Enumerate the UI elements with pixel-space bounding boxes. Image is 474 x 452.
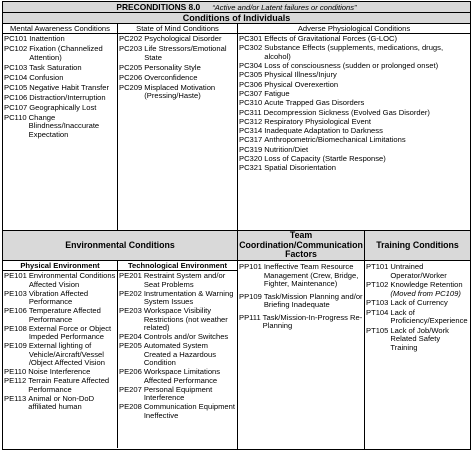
physical-list [3, 271, 117, 412]
item-code: PC205 [119, 62, 143, 72]
list-item [119, 64, 236, 73]
title-subtitle: “Active and/or Latent failures or conditions” [212, 3, 357, 12]
list-item [119, 45, 236, 62]
item-text: Loss of Capacity (Startle Response) [264, 154, 386, 164]
mind-header: State of Mind Conditions [118, 24, 237, 34]
item-text: External Force or Object Impeded Performance [28, 323, 112, 341]
list-item [119, 403, 236, 420]
item-code: PT105 [366, 325, 389, 335]
item-text: Temperature Affected Performance [28, 306, 101, 324]
list-item [4, 84, 116, 93]
item-text: Life Stressors/Emotional State [144, 44, 227, 62]
item-text: Spatial Disorientation [264, 163, 336, 173]
physical-header: Physical Environment [3, 261, 117, 271]
list-item [4, 395, 116, 412]
item-code: PE108 [4, 323, 27, 333]
item-code: PC209 [119, 82, 143, 92]
list-item [119, 84, 236, 101]
list-item [119, 35, 236, 44]
item-code: PC302 [239, 43, 263, 53]
list-item [239, 99, 469, 108]
item-text: Controls and/or Switches [143, 332, 229, 341]
item-text: Misplaced Motivation (Pressing/Haste) [144, 82, 216, 100]
item-code: PC321 [239, 163, 263, 173]
item-code: PE207 [119, 384, 142, 394]
list-item [239, 90, 469, 99]
item-code: PC103 [4, 62, 28, 72]
item-code: PC106 [4, 92, 28, 102]
item-text: Task/Mission Planning and/or Briefing Inadequate [263, 291, 363, 309]
item-code: PE112 [4, 376, 27, 385]
preconditions-table [2, 1, 471, 450]
item-text: Ineffective Team Resource Management (Crew, Bridge, Fighter, Maintenance) [263, 262, 359, 288]
item-code: PC319 [239, 144, 263, 154]
item-text: Respiratory Physiological Event [264, 116, 372, 126]
list-item [239, 109, 469, 118]
item-text: Overconfidence [144, 72, 198, 82]
item-code: PE106 [4, 306, 27, 315]
item-code: PE113 [4, 393, 27, 403]
item-text: Substance Effects (supplements, medications, drugs, alcohol) [264, 43, 444, 61]
team-column [238, 231, 365, 449]
list-item [239, 127, 469, 136]
item-text: Fatigue [264, 88, 290, 98]
item-text: Distraction/Interruption [29, 92, 106, 102]
item-text: Nutrition/Diet [264, 144, 309, 154]
item-text: Physical Overexertion [264, 79, 339, 89]
list-item [366, 309, 469, 326]
item-code: PP111 [239, 312, 261, 322]
list-item [239, 81, 469, 90]
item-text: Effects of Gravitational Forces (G-LOC) [264, 34, 398, 43]
list-item [239, 164, 469, 173]
item-text: Negative Habit Transfer [29, 82, 110, 92]
list-item [4, 74, 116, 83]
technological-list [118, 271, 237, 420]
item-text: Inattention [29, 34, 65, 43]
item-code: PE203 [119, 306, 142, 315]
item-code: PE103 [4, 288, 27, 298]
item-text: Workspace Visibility Restrictions (not weather related) [143, 306, 228, 332]
item-text: Automated System Created a Hazardous Condition [143, 341, 216, 367]
item-code: PP101 [239, 262, 262, 271]
individuals-header: Conditions of Individuals [3, 13, 470, 24]
item-code: PC102 [4, 44, 28, 53]
item-text: Geographically Lost [29, 102, 97, 112]
lower-section [3, 231, 470, 449]
item-text: Restraint System and/or Seat Problems [143, 271, 226, 289]
item-text: Anthropometric/Biomechanical Limitations [264, 135, 406, 145]
item-text: Loss of consciousness (sudden or prolonged onset) [264, 61, 439, 71]
item-code: PC314 [239, 126, 263, 136]
item-text: Lack of Job/Work Related Safety Training [390, 325, 449, 352]
item-code: PC206 [119, 72, 143, 82]
list-item [366, 281, 469, 298]
list-item [4, 35, 116, 44]
list-item [239, 118, 469, 127]
item-code: PC107 [4, 102, 28, 112]
list-item [239, 146, 469, 155]
item-note: (Moved from PC109) [390, 288, 461, 298]
mental-column [3, 24, 118, 230]
physio-column [238, 24, 470, 230]
item-code: PC310 [239, 98, 263, 108]
item-text: Psychological Disorder [144, 34, 222, 43]
environmental-header: Environmental Conditions [3, 231, 237, 261]
item-code: PE206 [119, 367, 142, 376]
item-code: PC301 [239, 34, 263, 43]
item-text: Change Blindness/Inaccurate Expectation [28, 112, 100, 139]
item-code: PC105 [4, 82, 28, 92]
item-code: PP109 [239, 291, 262, 301]
item-code: PC203 [119, 44, 143, 53]
mental-header: Mental Awareness Conditions [3, 24, 117, 34]
list-item [119, 290, 236, 307]
training-header: Training Conditions [365, 231, 470, 261]
item-text: Instrumentation & Warning System Issues [143, 288, 234, 306]
item-text: Confusion [29, 72, 64, 82]
list-item [119, 342, 236, 368]
item-code: PC311 [239, 107, 262, 117]
mental-list [3, 34, 117, 139]
item-code: PT102 [366, 280, 389, 289]
item-code: PC320 [239, 154, 263, 164]
list-item [239, 293, 363, 310]
team-header: Team Coordination/Communication Factors [239, 230, 363, 260]
training-column [365, 231, 470, 449]
list-item [4, 45, 116, 62]
table-title [3, 2, 470, 13]
item-text: Knowledge Retention (Moved from PC109) [390, 280, 463, 298]
technological-header: Technological Environment [118, 261, 237, 271]
item-text: Personal Equipment Interference [143, 384, 213, 402]
team-list [238, 261, 364, 331]
item-code: PC307 [239, 88, 263, 98]
physio-header: Adverse Physiological Conditions [238, 24, 470, 34]
list-item [4, 272, 116, 289]
item-code: PE205 [119, 341, 142, 350]
item-code: PE204 [119, 332, 142, 341]
list-item [239, 136, 469, 145]
list-item [239, 155, 469, 164]
item-code: PE101 [4, 271, 27, 280]
list-item [239, 35, 469, 44]
training-list [365, 261, 470, 352]
list-item [119, 272, 236, 289]
list-item [119, 386, 236, 403]
item-text: Task/Mission-In-Progress Re-Planning [262, 312, 363, 330]
technological-column [118, 261, 237, 448]
list-item [239, 263, 363, 289]
item-text: Inadequate Adaptation to Darkness [264, 126, 383, 136]
list-item [4, 94, 116, 103]
physio-list [238, 34, 470, 173]
item-text: Communication Equipment Ineffective [143, 402, 235, 420]
item-text: Physical Illness/Injury [264, 70, 337, 80]
list-item [4, 325, 116, 342]
environmental-column [3, 231, 238, 449]
item-text: Lack of Proficiency/Experience [390, 307, 468, 325]
title-code: PRECONDITIONS 8.0 [116, 2, 201, 12]
list-item [239, 314, 363, 331]
individuals-section [3, 24, 470, 231]
item-code: PC312 [239, 116, 263, 126]
list-item [4, 342, 116, 368]
item-code: PE201 [119, 271, 142, 280]
physical-column [3, 261, 118, 448]
item-code: PE208 [119, 402, 142, 411]
item-text: Fixation (Channelized Attention) [29, 44, 103, 62]
item-text: Environmental Conditions Affected Vision [28, 271, 116, 289]
list-item [366, 299, 469, 308]
item-text: Animal or Non-DoD affiliated human [28, 393, 95, 411]
list-item [366, 263, 469, 280]
list-item [119, 368, 236, 385]
mind-list [118, 34, 237, 101]
list-item [239, 71, 469, 80]
item-code: PC305 [239, 70, 263, 80]
list-item [4, 64, 116, 73]
item-text: External lighting of Vehicle/Aircraft/Vessel /Object Affected Vision [28, 341, 105, 367]
list-item [4, 114, 116, 140]
item-code: PT104 [366, 307, 389, 317]
item-text: Personality Style [144, 62, 201, 72]
list-item [4, 377, 116, 394]
item-code: PC202 [119, 34, 143, 43]
item-text: Acute Trapped Gas Disorders [264, 98, 365, 108]
list-item [366, 327, 469, 353]
item-text: Vibration Affected Performance [28, 288, 89, 306]
item-code: PE110 [4, 367, 27, 376]
item-code: PC306 [239, 79, 263, 89]
list-item [119, 307, 236, 333]
item-code: PE202 [119, 288, 142, 298]
item-text: Terrain Feature Affected Performance [28, 376, 110, 394]
item-code: PT101 [366, 262, 389, 271]
list-item [239, 44, 469, 61]
list-item [239, 62, 469, 71]
item-text: Decompression Sickness (Evolved Gas Disorder) [263, 107, 430, 117]
item-code: PC101 [4, 34, 28, 43]
list-item [4, 104, 116, 113]
item-code: PC317 [239, 135, 263, 145]
list-item [4, 290, 116, 307]
item-text: Noise Interference [28, 367, 91, 376]
item-code: PE109 [4, 341, 27, 350]
item-code: PT103 [366, 298, 389, 307]
item-code: PC104 [4, 72, 28, 82]
item-code: PC110 [4, 112, 27, 122]
list-item [4, 307, 116, 324]
mind-column [118, 24, 238, 230]
item-text: Task Saturation [29, 62, 82, 72]
item-text: Workspace Limitations Affected Performance [143, 367, 221, 385]
item-code: PC304 [239, 61, 263, 71]
list-item [119, 74, 236, 83]
item-text: Untrained Operator/Worker [390, 262, 447, 280]
item-text: Lack of Currency [390, 298, 448, 307]
